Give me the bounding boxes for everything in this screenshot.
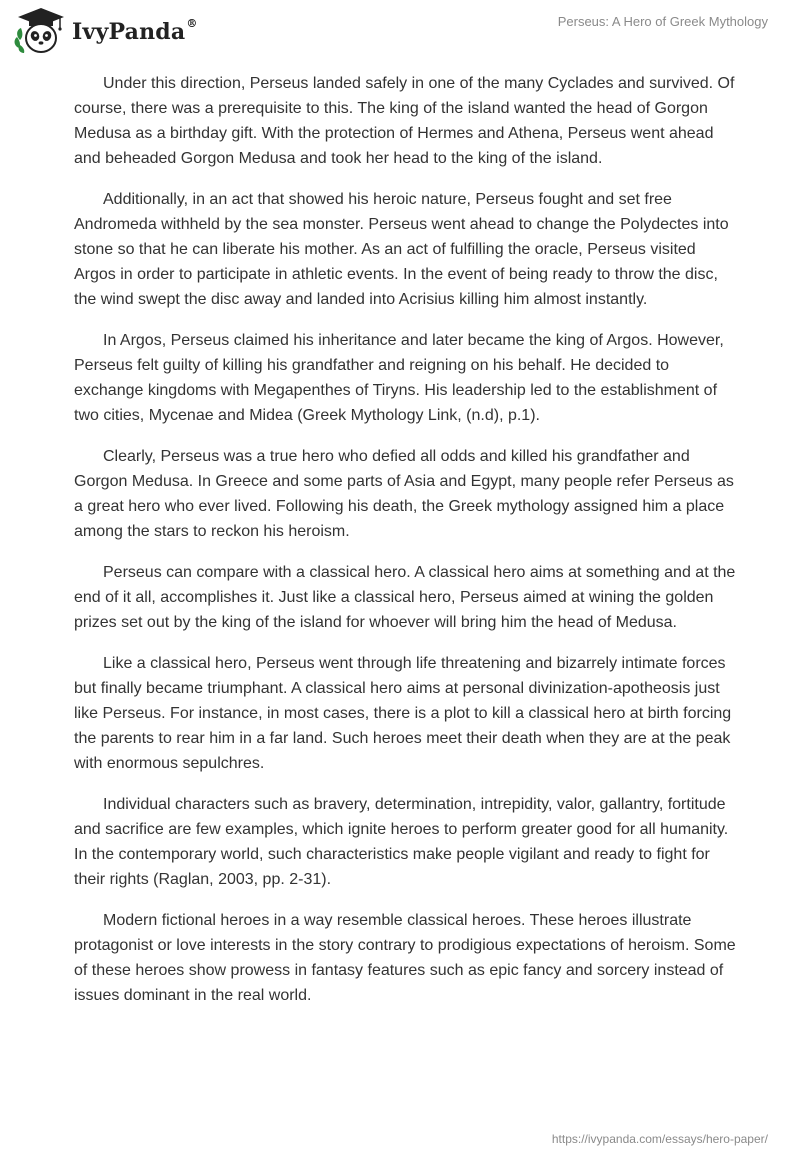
- brand-name: [72, 19, 198, 45]
- registered-mark: ®: [186, 17, 198, 30]
- paragraph: Like a classical hero, Perseus went through life threatening and bizarrely intimate forces but finally became triumphant. A classical hero aims at personal divinization-apotheosis just like Perseus. For instance, in most cases, there is a plot to kill a classical hero at birth forcing the parents to rear him in a far land. Such heroes meet their death when they are at the peak with enormous sepulchres.: [74, 655, 732, 772]
- ivypanda-logo[interactable]: [14, 6, 198, 58]
- panda-graduate-icon: [14, 6, 68, 58]
- paragraph: Modern fictional heroes in a way resemble classical heroes. These heroes illustrate protagonist or love interests in the story contrary to prodigious expectations of heroism. Some of these heroes show prowess in fantasy features such as epic fancy and sorcery instead of issues dominant in the real world.: [74, 912, 736, 1004]
- page-header: [0, 0, 800, 64]
- source-url[interactable]: https://ivypanda.com/essays/hero-paper/: [551, 1132, 768, 1146]
- paragraph: Perseus can compare with a classical hero. A classical hero aims at something and at the end of it all, accomplishes it. Just like a classical hero, Perseus aimed at wining the golden prizes set out by the king of the island for whoever will bring him the head of Medusa.: [74, 564, 736, 631]
- brand-text: IvyPanda: [72, 19, 186, 45]
- paragraph: Individual characters such as bravery, determination, intrepidity, valor, gallantry, fortitude and sacrifice are few examples, which ignite heroes to perform greater good for all humanity. In the contemporary world, such characteristics make people vigilant and ready to fight for their rights (Raglan, 2003, pp. 2-31).: [74, 796, 729, 888]
- essay-body: [74, 71, 738, 1024]
- paragraph: Under this direction, Perseus landed safely in one of the many Cyclades and survived. Of course, there was a prerequisite to this. The king of the island wanted the head of Gorgon Medusa as a birthday gift. With the protection of Hermes and Athena, Perseus went ahead and beheaded Gorgon Medusa and took her head to the king of the island.: [74, 75, 735, 167]
- paragraph: In Argos, Perseus claimed his inheritance and later became the king of Argos. However, Perseus felt guilty of killing his grandfather and reigning on his behalf. He decided to exchange kingdoms with Megapenthes of Tiryns. His leadership led to the establishment of two cities, Mycenae and Midea (Greek Mythology Link, (n.d), p.1).: [74, 332, 724, 424]
- paragraph: Clearly, Perseus was a true hero who defied all odds and killed his grandfather and Gorgon Medusa. In Greece and some parts of Asia and Egypt, many people refer Perseus as a great hero who ever lived. Following his death, the Greek mythology assigned him a place among the stars to reckon his heroism.: [74, 448, 734, 540]
- page-title: Perseus: A Hero of Greek Mythology: [557, 14, 768, 29]
- paragraph: Additionally, in an act that showed his heroic nature, Perseus fought and set free Andromeda withheld by the sea monster. Perseus went ahead to change the Polydectes into stone so that he can liberate his mother. As an act of fulfilling the oracle, Perseus visited Argos in order to participate in athletic events. In the event of being ready to throw the disc, the wind swept the disc away and landed into Acrisius killing him almost instantly.: [74, 191, 729, 308]
